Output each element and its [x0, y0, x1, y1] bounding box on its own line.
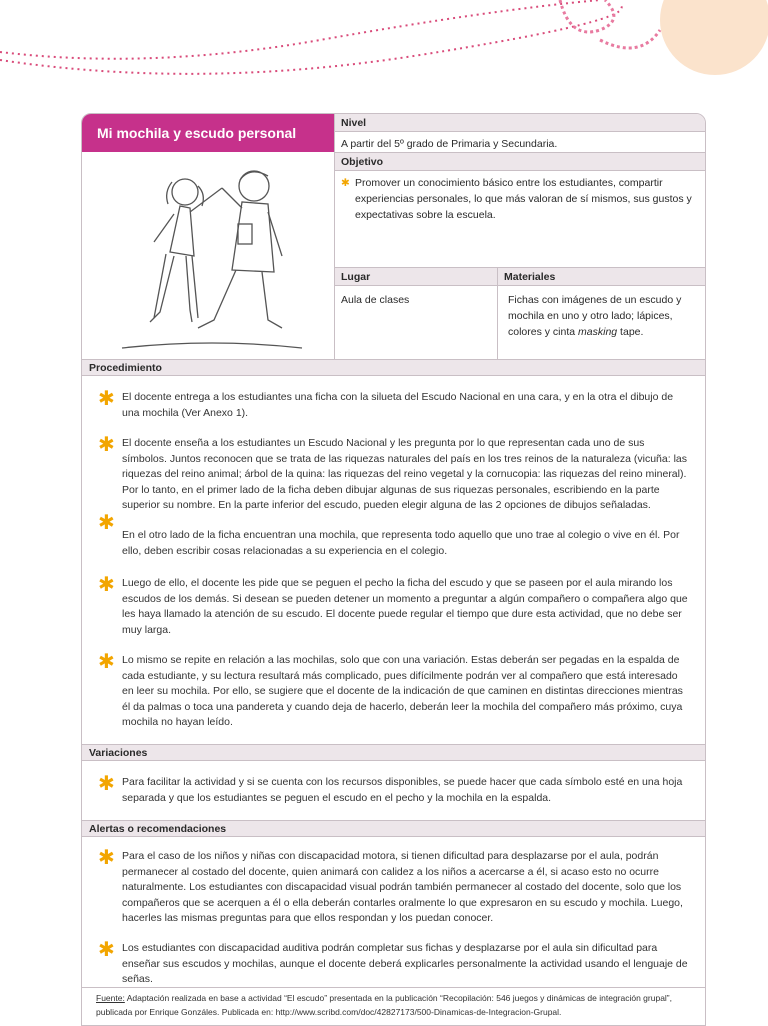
source-note: Fuente: Adaptación realizada en base a actividad “El escudo” presentada en la publicación “Recopilación: 546 juegos y dinámicas de integración grupal”, publicada por Enrique Gonzáles. Publicada en: http://www.scribd.com/doc/42827173/500-Dinamicas-de-Integracion-Grupal.: [82, 987, 705, 1025]
objetivo-header: Objetivo: [335, 153, 706, 171]
materiales-header: Materiales: [498, 268, 706, 286]
bullet-star-icon: ✱: [341, 177, 350, 189]
bullet-star-icon: ✱: [98, 574, 115, 596]
children-illustration: [82, 152, 334, 360]
alertas-header: Alertas o recomendaciones: [82, 820, 705, 837]
lugar-materiales-row: [335, 268, 706, 360]
bullet-star-icon: ✱: [98, 773, 115, 795]
bullet-star-icon: ✱: [98, 434, 115, 456]
procedimiento-header: Procedimiento: [82, 359, 705, 376]
variaciones-header: Variaciones: [82, 744, 705, 761]
bullet-star-icon: ✱: [98, 939, 115, 961]
lugar-header: Lugar: [335, 268, 497, 286]
info-column: [334, 114, 706, 360]
bullet-star-icon: ✱: [98, 651, 115, 673]
nivel-text: A partir del 5º grado de Primaria y Secundaria.: [335, 132, 706, 153]
bullet-star-icon: ✱: [98, 388, 115, 410]
activity-title: Mi mochila y escudo personal: [82, 114, 334, 152]
decorative-header-swirl: [0, 0, 768, 110]
bullet-star-icon: ✱: [98, 512, 115, 534]
nivel-header: Nivel: [335, 114, 706, 132]
objetivo-text: Promover un conocimiento básico entre los estudiantes, compartir experiencias personales, lo que más valoran de sí mismos, sus gustos y expectativas sobre la escuela.: [355, 177, 692, 221]
objetivo-cell: [335, 171, 706, 268]
bullet-star-icon: ✱: [98, 847, 115, 869]
materiales-text: Fichas con imágenes de un escudo y mochila en uno y otro lado; lápices, colores y cinta masking tape.: [508, 294, 682, 338]
activity-card: Mi mochila y escudo personal Nivel A partir del 5º grado de Primaria y Secundaria. Objetivo ✱ Promover un conocimiento básico entre los estudiantes, compartir experiencias personales, lo que más valoran de sí mismos, sus gustos y expectativas sobre la escuela. Lugar Aula de clases Materiales Fichas con imágenes de un escudo y mochila en uno y otro lado; lápices, colores y cinta masking tape. Procedimiento ✱ El docente entrega a los estudiantes una ficha con la silueta del Escudo Nacional en una cara, y en la otra el dibujo de una mochila (Ver Anexo 1). ✱ El docente enseña a los estudiantes un Escudo Nacional y les pregunta por lo que representan cada uno de sus símbolos. Juntos reconocen que se trata de las riquezas naturales del país en los tres reinos de la naturaleza (vicuña: las riquezas del reino animal; árbol de la quina: las riquezas del reino vegetal y la cornucopia: las riquezas del reino mineral). Por lo tanto, en el primer lado de la ficha deben dibujar algunas de sus riquezas personales, escribiendo en la parte superior su nombre. En la parte inferior del escudo, pueden elegir alguna de las 2 opciones de dibujos señaladas. ✱ En el otro lado de la ficha encuentran una mochila, que representa todo aquello que uno trae al colegio o vive en él. Por ello, deben escribir cosas relacionadas a su experiencia en el colegio. ✱ Luego de ello, el docente les pide que se peguen el pecho la ficha del escudo y que se paseen por el aula mirando los escudos de los demás. Si desean se pueden detener un momento a preguntar a algún compañero o compañera algo que les haya llamado la atención de su escudo. El docente puede regular el tiempo que dure esta actividad, que no debe ser muy larga. ✱ Lo mismo se repite en relación a las mochilas, solo que con una variación. Estas deberán ser pegadas en la espalda de cada estudiante, y su lectura resultará más complicado, pues difícilmente podrán ver al compañero que está interesado en leer su mochila. Por ello, se sugiere que el docente de la indicación de que caminen en distintas direcciones mientras él da palmas o toca una pandereta y cuando deja de hacerlo, deberán leer la mochila del compañero más próximo, cuya mochila no hayan leído. Variaciones ✱ Para facilitar la actividad y si se cuenta con los recursos disponibles, se puede hacer que cada símbolo esté en una hoja separada y que los estudiantes se peguen el escudo en el pecho y la mochila en la espalda. Alertas o recomendaciones ✱ Para el caso de los niños y niñas con discapacidad motora, si tienen dificultad para desplazarse por el aula, podrán permanecer al costado del docente, quien animará con calidez a los niños a acercarse a él, si acaso esto no ocurre naturalmente. Los estudiantes con discapacidad visual podrán también permanecer al costado del docente, solo que los compañeros que se acerquen a él o ella deberán contarles oralmente lo que expresaron en su escudo y mochila. Luego, hacerles las mismas preguntas para que ellos respondan y los puedan conocer. ✱ Los estudiantes con discapacidad auditiva podrán completar sus fichas y desplazarse por el aula sin dificultad para enseñar sus escudos y mochilas, aunque el docente deberá explicarles personalmente la actividad usando el lenguaje de señas. Fuente: Adaptación realizada en base a actividad “El escudo” presentada en la publicación “Recopilación: 546 juegos y dinámicas de integración grupal”, publicada por Enrique Gonzáles. Publicada en: http://www.scribd.com/doc/42827173/500-Dinamicas-de-Integracion-Grupal.: [81, 113, 706, 1026]
lugar-text: Aula de clases: [341, 294, 410, 306]
